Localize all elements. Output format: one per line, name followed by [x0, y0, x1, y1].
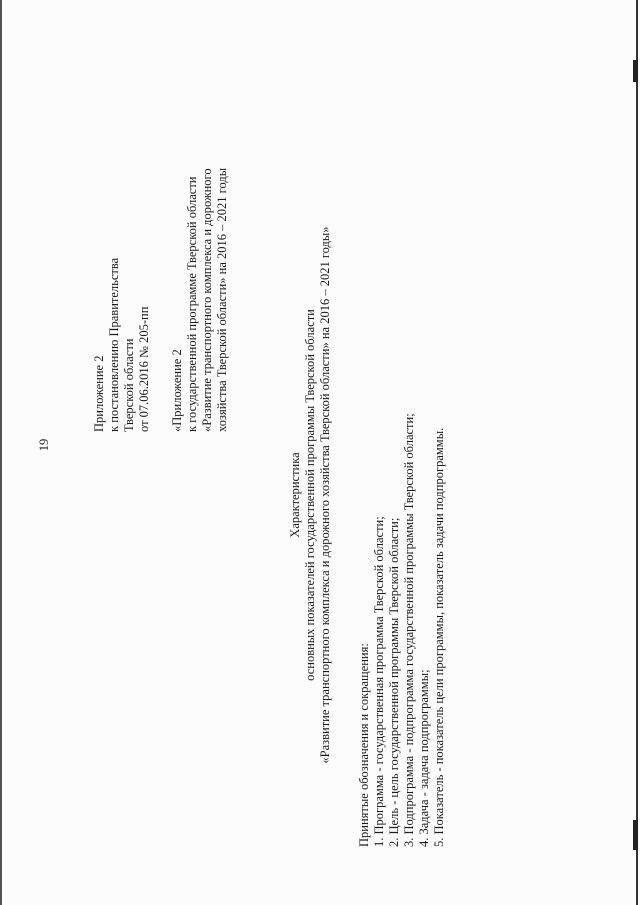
title-line: Характеристика [288, 452, 302, 538]
title-line: «Развитие транспортного комплекса и дорожного хозяйства Тверской области» на 2016 – 2021 годы» [318, 226, 332, 764]
annex-header [92, 72, 152, 432]
notes-item: 3. Подпрограмма - подпрограмма государственной программы Тверской области; [402, 413, 416, 847]
annex-program [170, 12, 230, 432]
annex-program-line: к государственной программе Тверской области [185, 176, 199, 432]
notes-item: 1. Программа - государственная программа Тверской области; [372, 516, 386, 847]
annex-program-line: «Приложение 2 [170, 349, 184, 432]
notes-item: 4. Задача - задача подпрограммы; [417, 669, 431, 847]
notes-item: 5. Показатель - показатель цели программы, показатель задачи подпрограммы. [432, 427, 446, 847]
notes-list [357, 287, 447, 847]
notes-item: 2. Цель - цель государственной программы Тверской области; [387, 517, 401, 847]
notes-heading: Принятые обозначения и сокращения: [357, 643, 371, 847]
annex-header-line: к постановлению Правительства [107, 257, 121, 432]
document-title [288, 145, 333, 845]
page-number: 19 [37, 438, 51, 452]
annex-program-line: хозяйства Тверской области» на 2016 – 2021 годы [215, 167, 229, 432]
annex-header-line: Приложение 2 [92, 355, 106, 432]
annex-program-line: «Развитие транспортного комплекса и дорожного [200, 168, 214, 432]
annex-header-line: Тверской области [122, 338, 136, 432]
annex-header-line: от 07.06.2016 № 205-пп [137, 306, 151, 432]
title-line: основных показателей государственной программы Тверской области [303, 309, 317, 681]
